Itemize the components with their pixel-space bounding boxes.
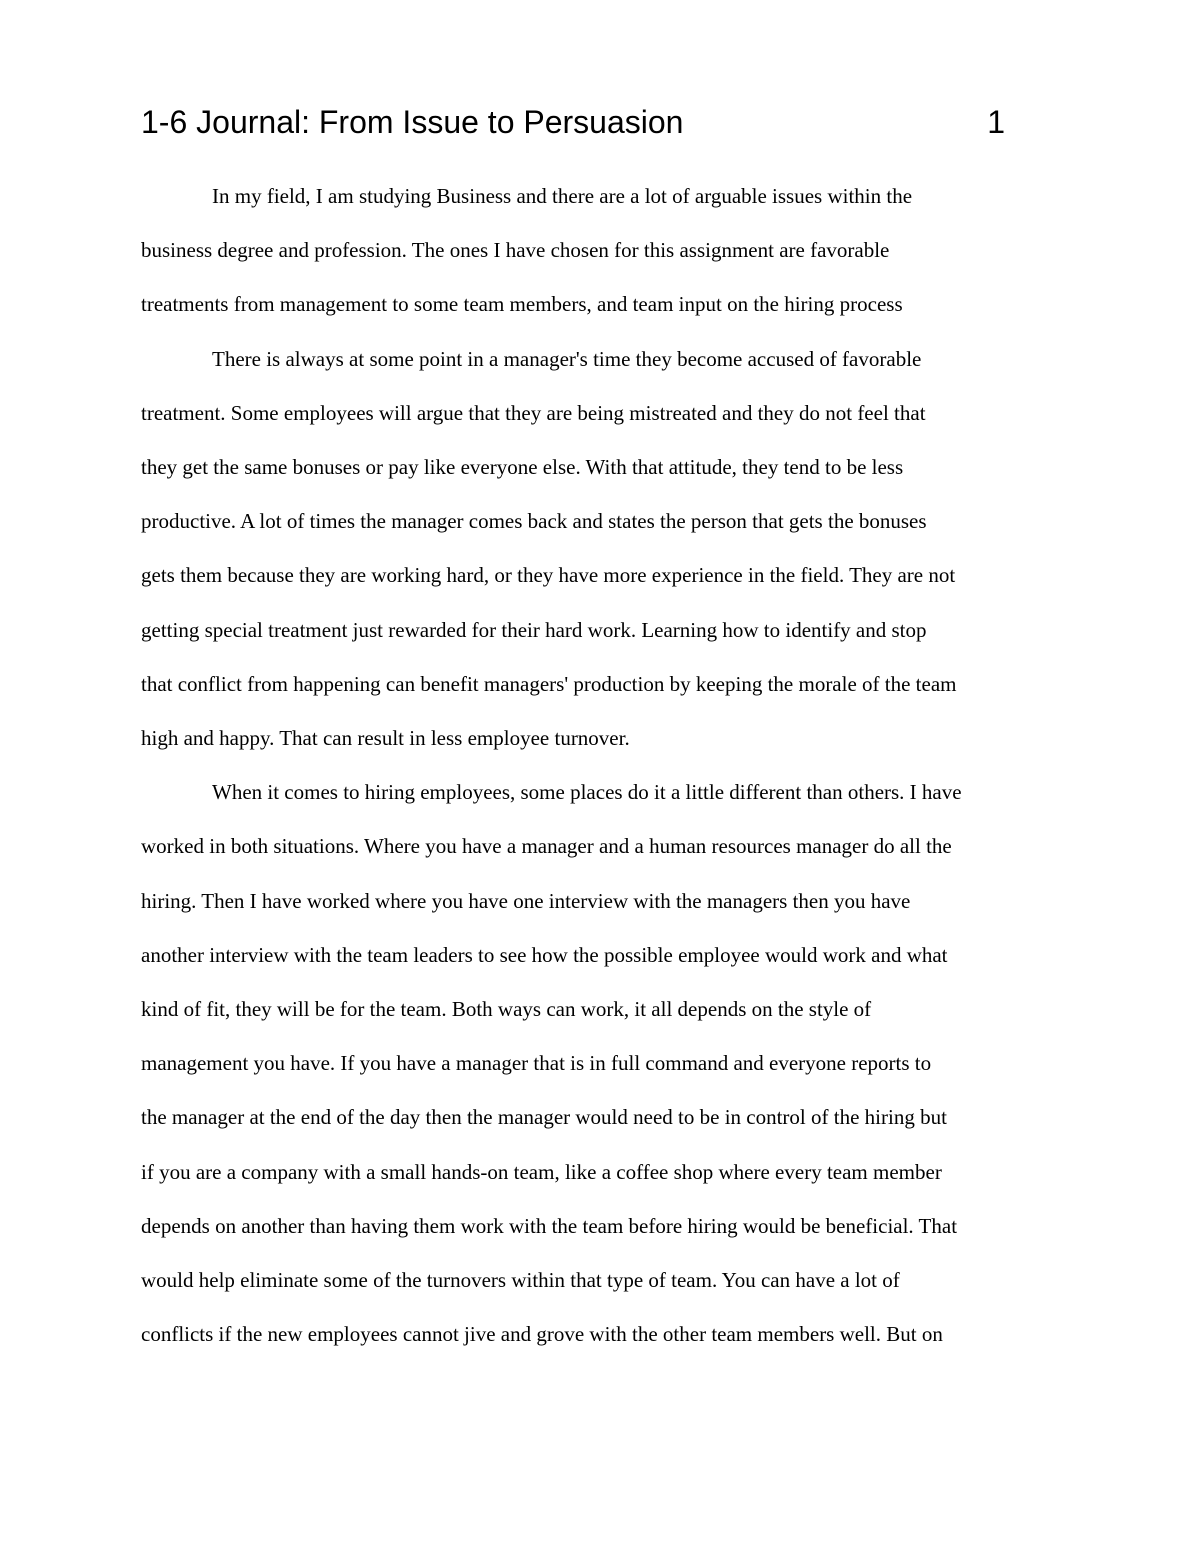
text-line: high and happy. That can result in less employee turnover. [141, 726, 630, 751]
text-line: productive. A lot of times the manager comes back and states the person that gets the bonuses [141, 509, 927, 534]
text-line: gets them because they are working hard, or they have more experience in the field. They are not [141, 563, 956, 588]
text-line: if you are a company with a small hands-on team, like a coffee shop where every team member [141, 1159, 942, 1184]
text-line: would help eliminate some of the turnovers within that type of team. You can have a lot of [141, 1268, 900, 1293]
text-line: conflicts if the new employees cannot jive and grove with the other team members well. But on [141, 1322, 943, 1347]
text-line: There is always at some point in a manager's time they become accused of favorable [212, 346, 922, 371]
text-line: kind of fit, they will be for the team. Both ways can work, it all depends on the style of [141, 997, 872, 1022]
text-line: the manager at the end of the day then the manager would need to be in control of the hiring but [141, 1105, 947, 1130]
text-line: management you have. If you have a manager that is in full command and everyone reports to [141, 1051, 932, 1076]
page-number: 1 [987, 104, 1005, 140]
text-line: another interview with the team leaders to see how the possible employee would work and what [141, 942, 948, 967]
text-line: treatments from management to some team members, and team input on the hiring process [141, 292, 903, 317]
document-title: 1-6 Journal: From Issue to Persuasion [141, 104, 684, 140]
paragraph-2 [141, 332, 1059, 766]
paragraph-1 [141, 169, 1059, 332]
text-line: When it comes to hiring employees, some places do it a little different than others. I have [212, 780, 962, 805]
text-line: worked in both situations. Where you have a manager and a human resources manager do all the [141, 834, 952, 859]
paragraph-3 [141, 765, 1059, 1361]
text-line: depends on another than having them work with the team before hiring would be beneficial. That [141, 1213, 958, 1238]
text-line: treatment. Some employees will argue that they are being mistreated and they do not feel that [141, 400, 926, 425]
page-header [141, 100, 1005, 148]
text-line: hiring. Then I have worked where you have one interview with the managers then you have [141, 888, 911, 913]
document-body [141, 169, 1059, 1361]
text-line: business degree and profession. The ones I have chosen for this assignment are favorable [141, 238, 890, 263]
text-line: In my field, I am studying Business and there are a lot of arguable issues within the [212, 184, 913, 208]
text-line: that conflict from happening can benefit managers' production by keeping the morale of the team [141, 671, 957, 696]
text-line: they get the same bonuses or pay like everyone else. With that attitude, they tend to be less [141, 455, 904, 480]
text-line: getting special treatment just rewarded for their hard work. Learning how to identify and stop [141, 617, 927, 642]
